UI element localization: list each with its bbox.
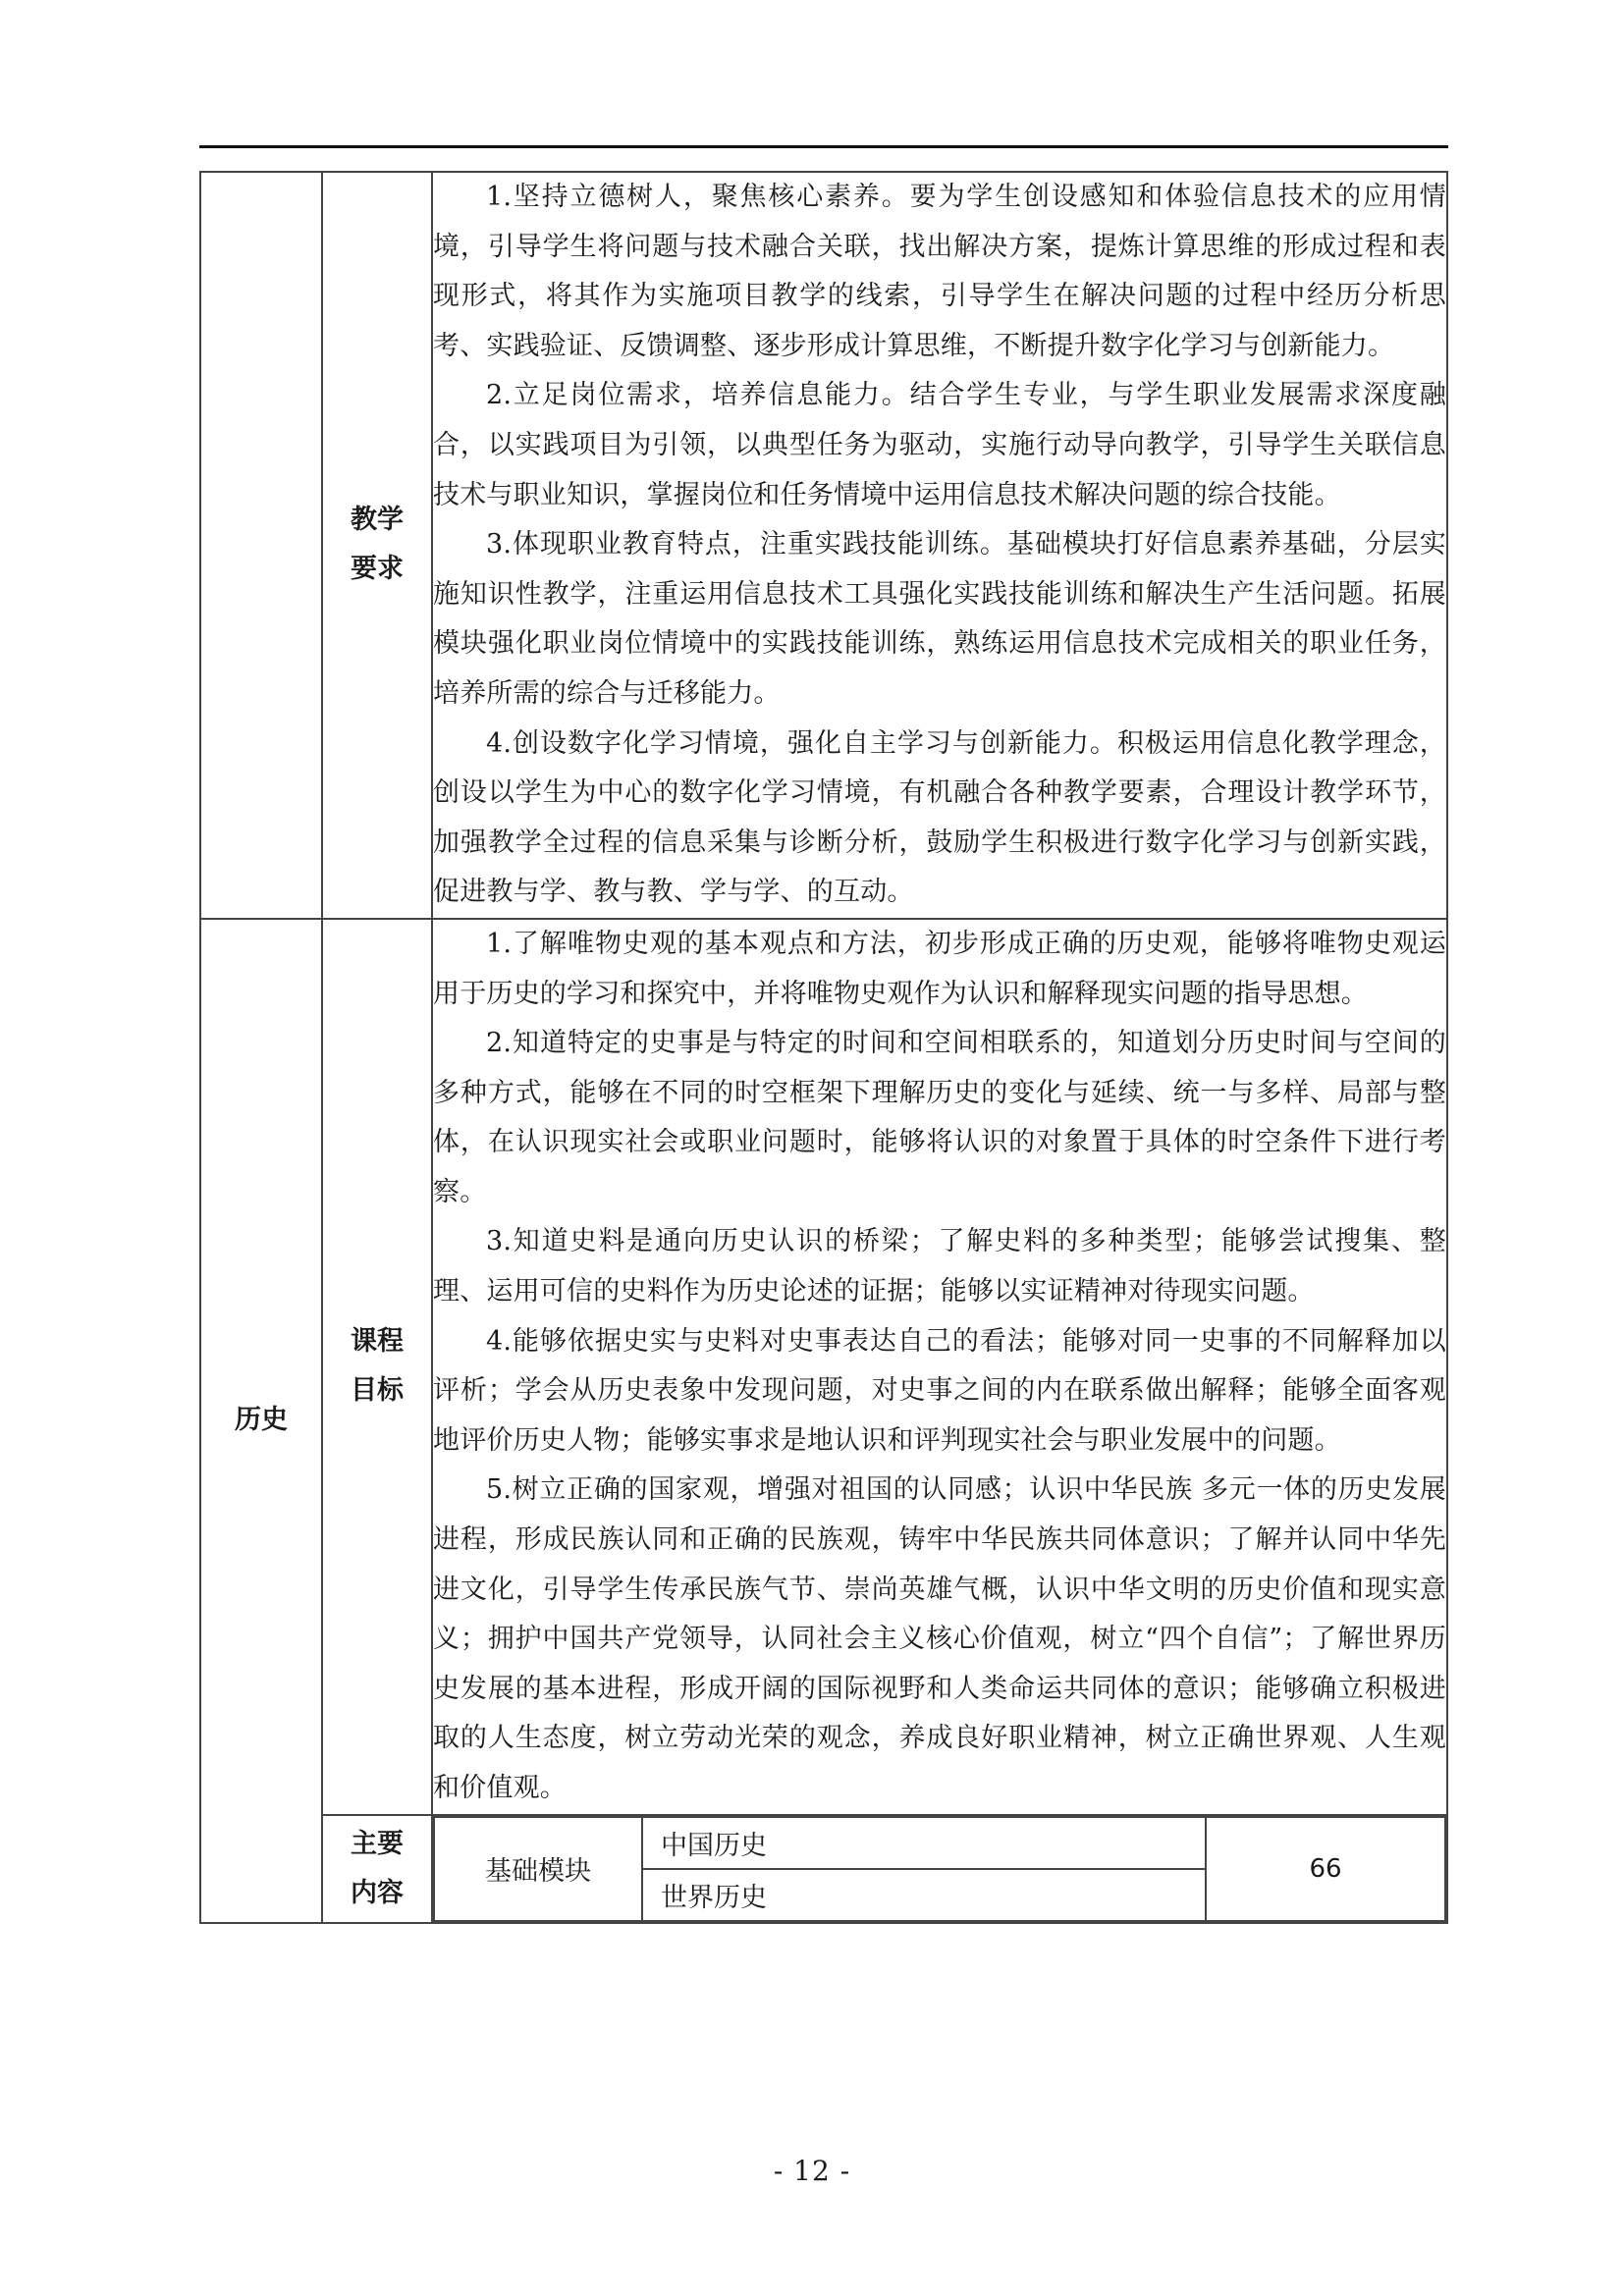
curriculum-table (199, 171, 1448, 1924)
category-label-line2: 要求 (351, 554, 404, 585)
subject-history: 历史 (200, 919, 322, 1923)
category-course-objectives (322, 919, 432, 1815)
topic-item: 中国历史 (642, 1817, 1206, 1869)
paragraph: 5.树立正确的国家观，增强对祖国的认同感；认识中华民族 多元一体的历史发展进程，形成民族认同和正确的民族观，铸牢中华民族共同体意识；了解并认同中华先进文化，引导学生传承民族气节、崇尚英雄气概，认识中华文明的历史价值和现实意义；拥护中国共产党领导，认同社会主义核心价值观，树立“四个自信”；了解世界历史发展的基本进程，形成开阔的国际视野和人类命运共同体的意识；能够确立积极进取的人生态度，树立劳动光荣的观念，养成良好职业精神，树立正确世界观、人生观和价值观。 (433, 1474, 1446, 1803)
category-label-line1: 主要 (351, 1828, 404, 1859)
category-label-line2: 目标 (351, 1375, 404, 1407)
paragraph: 1.了解唯物史观的基本观点和方法，初步形成正确的历史观，能够将唯物史观运用于历史的学习和探究中，并将唯物史观作为认识和解释现实问题的指导思想。 (433, 928, 1446, 1009)
category-label-line1: 教学 (351, 505, 404, 536)
course-objectives-content (432, 919, 1447, 1815)
main-content-cell (432, 1815, 1447, 1923)
teaching-requirements-content (432, 172, 1447, 919)
topic-item: 世界历史 (642, 1869, 1206, 1921)
category-main-content (322, 1815, 432, 1923)
class-hours: 66 (1206, 1817, 1445, 1921)
history-objectives-row (200, 919, 1447, 1815)
module-name: 基础模块 (434, 1817, 642, 1921)
category-label-line2: 内容 (351, 1877, 404, 1908)
page-number: - 12 - (773, 2155, 851, 2187)
paragraph: 3.知道史料是通向历史认识的桥梁；了解史料的多种类型；能够尝试搜集、整理、运用可信的史料作为历史论述的证据；能够以实证精神对待现实问题。 (433, 1226, 1446, 1308)
category-teaching-requirements (322, 172, 432, 919)
history-main-content-row (200, 1815, 1447, 1923)
subject-cell-empty (200, 172, 322, 919)
paragraph: 2.知道特定的史事是与特定的时间和空间相联系的，知道划分历史时间与空间的多种方式，能够在不同的时空框架下理解历史的变化与延续、统一与多样、局部与整体，在认识现实社会或职业问题时，能够将认识的对象置于具体的时空条件下进行考察。 (433, 1028, 1446, 1207)
category-label-line1: 课程 (351, 1326, 404, 1358)
header-rule (199, 145, 1448, 148)
teaching-requirements-row (200, 172, 1447, 919)
main-content-table (433, 1816, 1446, 1922)
paragraph: 4.创设数字化学习情境，强化自主学习与创新能力。积极运用信息化教学理念，创设以学生为中心的数字化学习情境，有机融合各种教学要素，合理设计教学环节，加强教学全过程的信息采集与诊断分析，鼓励学生积极进行数字化学习与创新实践，促进教与学、教与教、学与学、的互动。 (433, 727, 1446, 908)
paragraph: 2.立足岗位需求，培养信息能力。结合学生专业，与学生职业发展需求深度融合，以实践项目为引领，以典型任务为驱动，实施行动导向教学，引导学生关联信息技术与职业知识，掌握岗位和任务情境中运用信息技术解决问题的综合技能。 (433, 380, 1446, 510)
paragraph: 3.体现职业教育特点，注重实践技能训练。基础模块打好信息素养基础，分层实施知识性教学，注重运用信息技术工具强化实践技能训练和解决生产生活问题。拓展模块强化职业岗位情境中的实践技能训练，熟练运用信息技术完成相关的职业任务，培养所需的综合与迁移能力。 (433, 529, 1446, 709)
paragraph: 1.坚持立德树人，聚焦核心素养。要为学生创设感知和体验信息技术的应用情境，引导学生将问题与技术融合关联，找出解决方案，提炼计算思维的形成过程和表现形式，将其作为实施项目教学的线索，引导学生在解决问题的过程中经历分析思考、实践验证、反馈调整、逐步形成计算思维，不断提升数字化学习与创新能力。 (433, 182, 1446, 361)
paragraph: 4.能够依据史实与史料对史事表达自己的看法；能够对同一史事的不同解释加以评析；学会从历史表象中发现问题，对史事之间的内在联系做出解释；能够全面客观地评价历史人物；能够实事求是地认识和评判现实社会与职业发展中的问题。 (433, 1325, 1446, 1456)
